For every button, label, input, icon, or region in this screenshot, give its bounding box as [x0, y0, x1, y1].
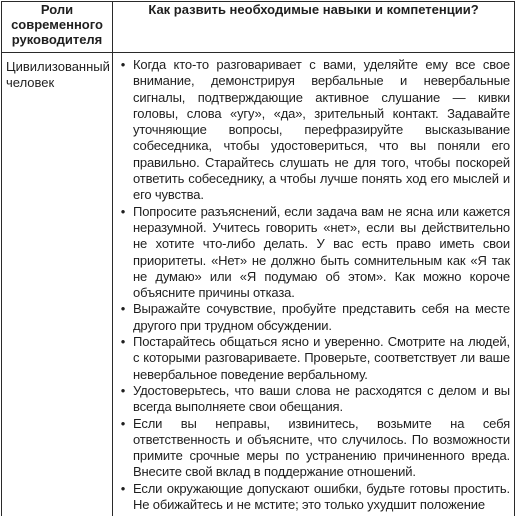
bullet-icon: •	[120, 334, 126, 350]
header-how-to-develop: Как развить необходимые навыки и компетенции?	[113, 2, 515, 53]
table-row	[2, 53, 515, 516]
bullet-icon: •	[120, 301, 126, 317]
tip-text: Выражайте сочувствие, пробуйте представить себя на месте другого при трудном обсуждении.	[133, 301, 510, 333]
header-row	[2, 2, 515, 53]
table-header	[2, 2, 515, 53]
tips-list	[115, 57, 510, 513]
tip-text: Если окружающие допускают ошибки, будьте готовы простить. Не обижайтесь и не мстите; это только ухудшит положение	[133, 480, 510, 513]
header-roles: Роли современного руководителя	[2, 2, 113, 53]
list-item	[115, 301, 510, 334]
tips-cell	[113, 53, 515, 516]
role-cell: Цивилизованный человек	[2, 53, 113, 516]
tip-text: Если вы неправы, извинитесь, возьмите на себя ответственность и объясните, что случилось. По возможности примите срочные меры по устранению причиненного вреда. Внесите свой вклад в поддержание отношений.	[133, 415, 510, 480]
bullet-icon: •	[120, 382, 126, 398]
bullet-icon: •	[120, 480, 126, 496]
list-item	[115, 204, 510, 302]
competency-table	[1, 1, 515, 516]
list-item	[115, 334, 510, 383]
tip-text: Постарайтесь общаться ясно и уверенно. Смотрите на людей, с которыми разговариваете. Проверьте, соответствует ли ваше невербальное поведение вербальному.	[133, 334, 510, 382]
tip-text: Удостоверьтесь, что ваши слова не расходятся с делом и вы всегда выполняете свои обещания.	[133, 382, 510, 415]
bullet-icon: •	[120, 203, 126, 219]
table-body	[2, 53, 515, 516]
list-item	[115, 416, 510, 481]
bullet-icon: •	[120, 57, 126, 72]
list-item	[115, 57, 510, 204]
bullet-icon: •	[120, 415, 126, 431]
list-item	[115, 383, 510, 416]
list-item	[115, 481, 510, 514]
tip-text: Когда кто-то разговаривает с вами, уделяйте ему все свое внимание, демонстрируя вербальные и невербальные сигналы, подтверждающие активное слушание — кивки головы, слова «угу», «да», зрительный контакт. Задавайте уточняющие вопросы, перефразируйте высказывание собеседника, чтобы удостовериться, что вы поняли его правильно. Старайтесь слушать не для того, чтобы поскорей ответить собеседнику, а чтобы лучше понять ход его мыслей и его чувства.	[133, 57, 510, 203]
tip-text: Попросите разъяснений, если задача вам не ясна или кажется неразумной. Учитесь говорить «нет», если вы действительно не хотите что-либо делать. У вас есть право иметь свои приоритеты. «Нет» не должно быть сомнительным как «Я так не думаю» или «Я подумаю об этом». Как можно короче объясните причины отказа.	[133, 203, 510, 301]
